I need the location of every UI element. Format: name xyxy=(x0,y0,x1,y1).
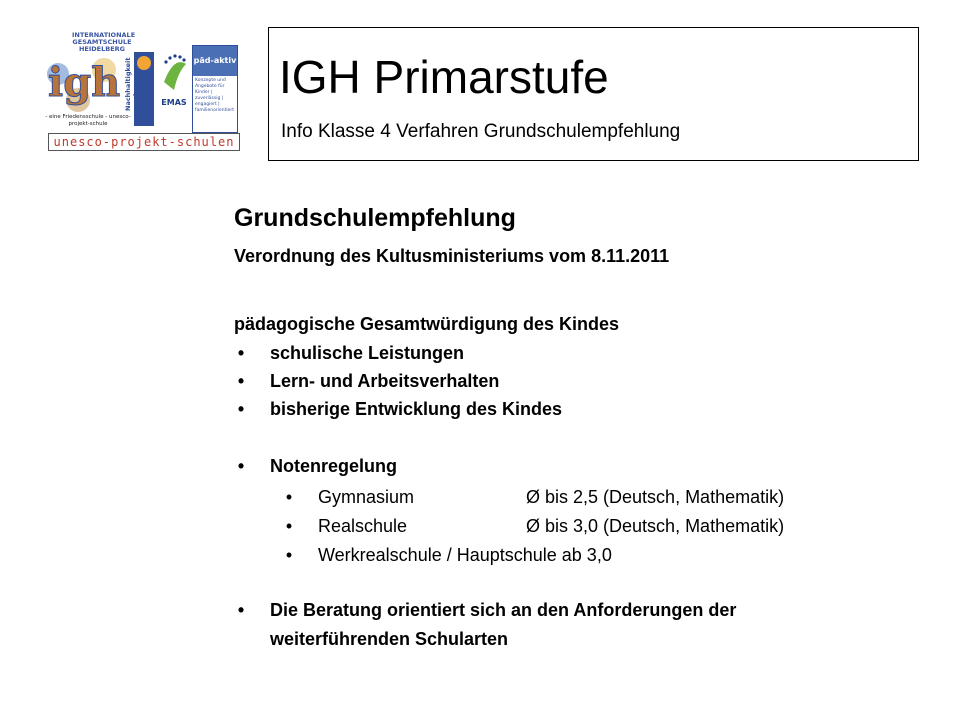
grading-title: Notenregelung xyxy=(270,456,398,476)
igh-school-name: INTERNATIONALE GESAMTSCHULE HEIDELBERG xyxy=(72,31,136,53)
emas-logo xyxy=(158,52,190,126)
school-type: Gymnasium xyxy=(318,487,415,507)
unesco-banner: unesco-projekt-schulen xyxy=(48,133,240,151)
school-logos xyxy=(44,30,244,152)
header-box xyxy=(268,27,919,161)
pad-aktiv-logo xyxy=(192,45,238,133)
assessment-item: schulische Leistungen xyxy=(270,343,465,363)
igh-logo xyxy=(44,52,126,116)
advice-line-1: Die Beratung orientiert sich an den Anforderungen der xyxy=(270,600,737,620)
page-subtitle: Info Klasse 4 Verfahren Grundschulempfehlung xyxy=(281,121,681,142)
assessment-item: bisherige Entwicklung des Kindes xyxy=(270,399,563,419)
school-type: Realschule xyxy=(318,516,408,536)
eu-stars-icon xyxy=(158,52,190,96)
bullet: • xyxy=(285,487,293,507)
bullet: • xyxy=(237,600,245,620)
igh-tagline: - eine Friedensschule - unesco-projekt-schule xyxy=(45,114,131,127)
grade-rule: Ø bis 2,5 (Deutsch, Mathematik) xyxy=(526,487,785,507)
bullet: • xyxy=(285,516,293,536)
sustainability-label: Nachhaltigkeit xyxy=(124,57,132,111)
school-type: Werkrealschule / Hauptschule ab 3,0 xyxy=(318,545,612,565)
assessment-item: Lern- und Arbeitsverhalten xyxy=(270,371,500,391)
decree-reference: Verordnung des Kultusministeriums vom 8.11.2011 xyxy=(234,246,670,266)
grade-rule: Ø bis 3,0 (Deutsch, Mathematik) xyxy=(526,516,785,536)
section-heading: Grundschulempfehlung xyxy=(234,204,516,232)
assessment-title: pädagogische Gesamtwürdigung des Kindes xyxy=(234,314,620,334)
decade-sustainability-logo xyxy=(134,52,154,126)
page-title: IGH Primarstufe xyxy=(279,51,609,103)
bullet: • xyxy=(237,343,245,363)
pad-aktiv-text: Konzepte und Angebote für Kinder | zuverlässig | engagiert | familienorientiert xyxy=(195,78,234,113)
bullet: • xyxy=(285,545,293,565)
bird-icon xyxy=(137,56,151,70)
bullet: • xyxy=(237,456,245,476)
pad-aktiv-title: päd-aktiv xyxy=(193,46,237,76)
bullet: • xyxy=(237,371,245,391)
emas-label: EMAS xyxy=(161,98,187,107)
igh-letters: igh xyxy=(48,59,121,106)
bullet: • xyxy=(237,399,245,419)
advice-line-2: weiterführenden Schularten xyxy=(270,629,509,649)
